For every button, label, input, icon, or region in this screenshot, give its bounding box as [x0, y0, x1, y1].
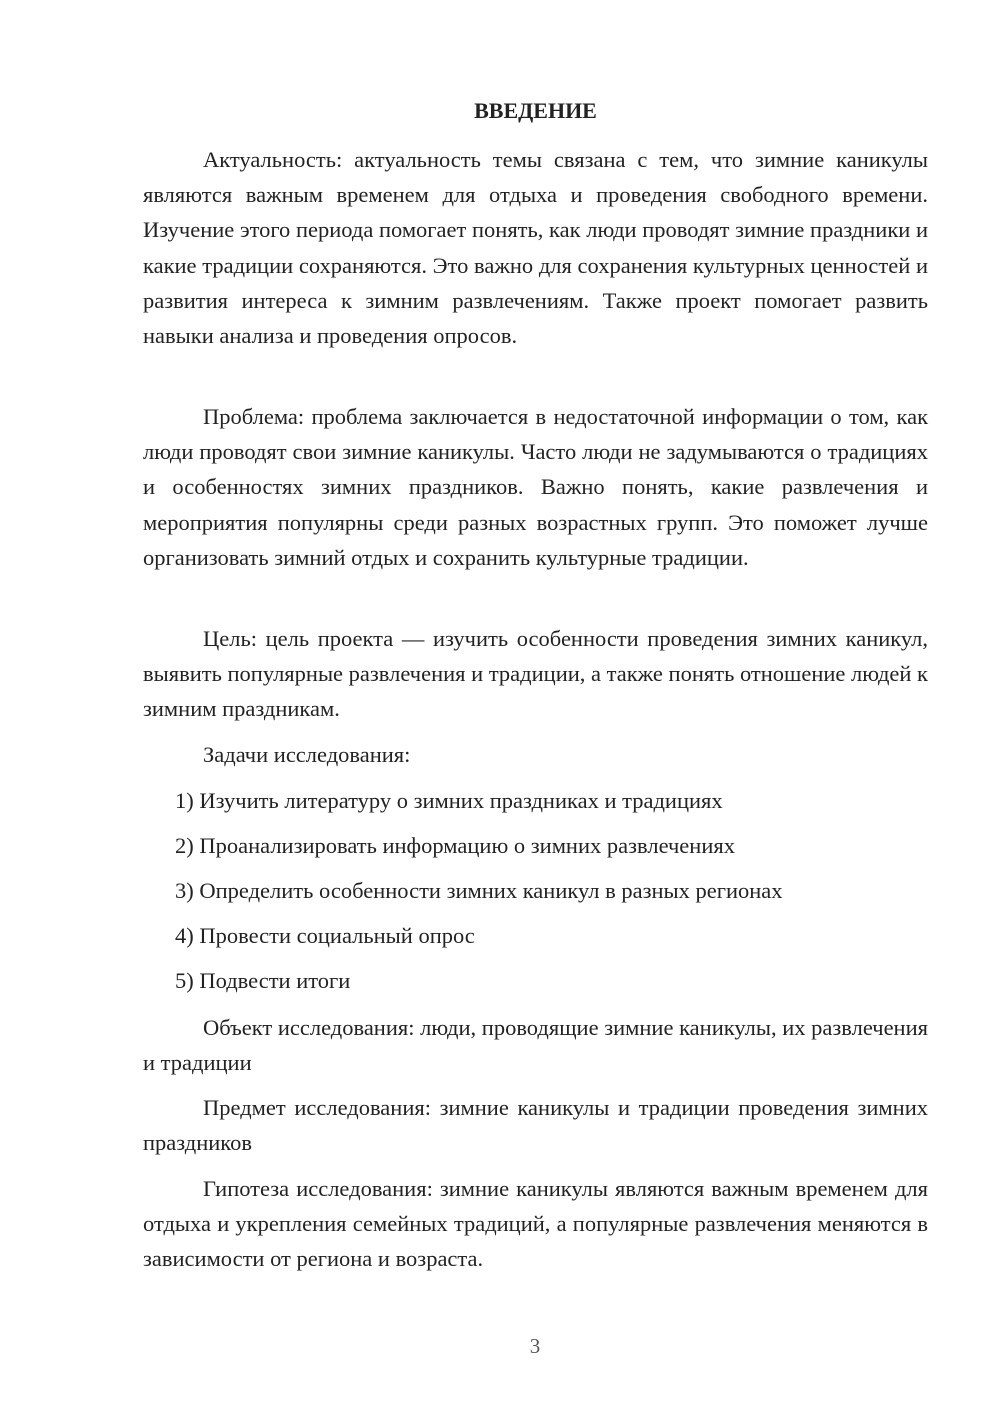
paragraph-problem: Проблема: проблема заключается в недостаточной информации о том, как люди проводят свои зимние каникулы. Часто люди не задумываются о традициях и особенностях зимних праздников. Важно понять, какие развлечения и мероприятия популярны среди разных возрастных групп. Это поможет лучше организовать зимний отдых и сохранить культурные традиции. — [143, 404, 928, 570]
paragraph-subject: Предмет исследования: зимние каникулы и традиции проведения зимних праздников — [143, 1095, 928, 1156]
paragraph-hypothesis: Гипотеза исследования: зимние каникулы являются важным временем для отдыха и укрепления семейных традиций, а популярные развлечения меняются в зависимости от региона и возраста. — [143, 1176, 928, 1272]
task-item: 4) Провести социальный опрос — [175, 923, 475, 948]
paragraph-relevance: Актуальность: актуальность темы связана с тем, что зимние каникулы являются важным временем для отдыха и проведения свободного времени. Изучение этого периода помогает понять, как люди проводят зимние праздники и какие традиции сохраняются. Это важно для сохранения культурных ценностей и развития интереса к зимним развлечениям. Также проект помогает развить навыки анализа и проведения опросов. — [143, 147, 928, 349]
page-title: ВВЕДЕНИЕ — [474, 98, 597, 123]
paragraph-object: Объект исследования: люди, проводящие зимние каникулы, их развлечения и традиции — [143, 1015, 928, 1076]
page-number: 3 — [529, 1334, 541, 1358]
task-item: 2) Проанализировать информацию о зимних развлечениях — [175, 833, 735, 858]
tasks-heading: Задачи исследования: — [203, 742, 411, 767]
task-item: 1) Изучить литературу о зимних праздниках и традициях — [175, 788, 723, 813]
paragraph-goal: Цель: цель проекта — изучить особенности проведения зимних каникул, выявить популярные развлечения и традиции, а также понять отношение людей к зимним праздникам. — [143, 626, 928, 722]
task-item: 5) Подвести итоги — [175, 968, 351, 993]
task-item: 3) Определить особенности зимних каникул в разных регионах — [175, 878, 783, 903]
